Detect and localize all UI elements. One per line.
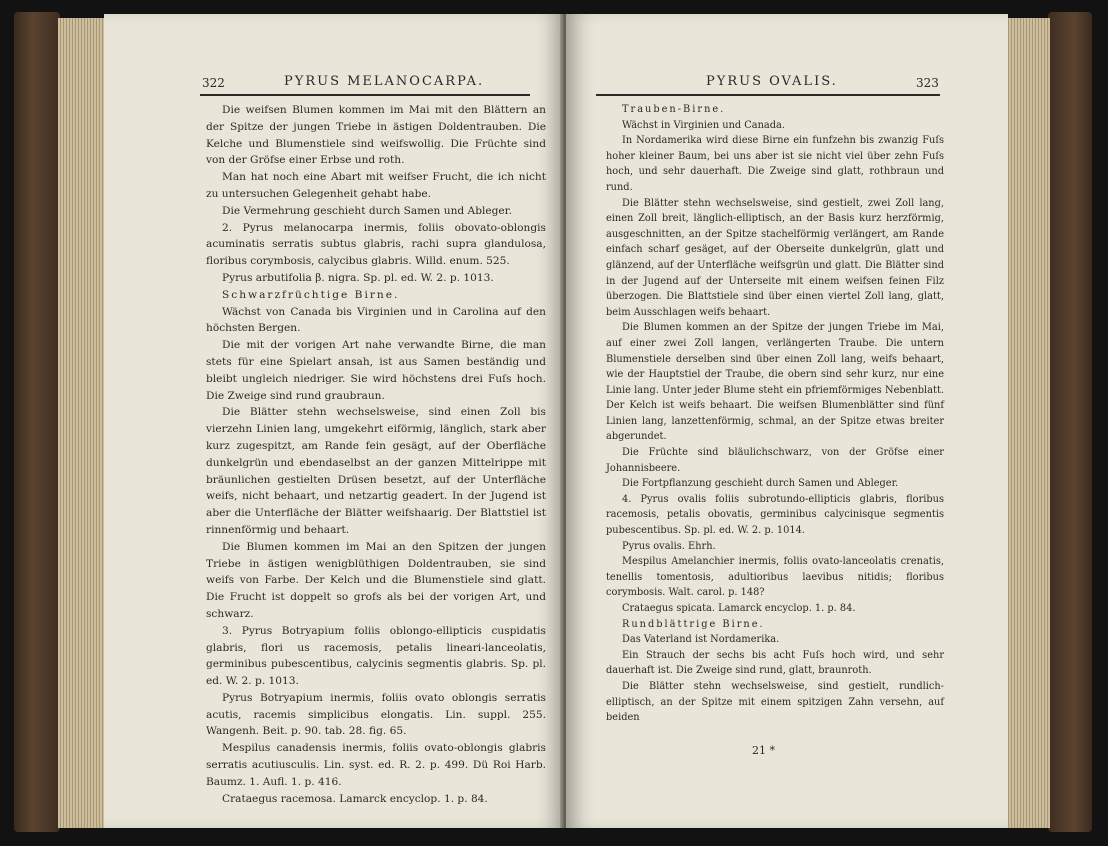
paragraph: Wächst in Virginien und Canada. (622, 119, 785, 131)
paragraph: Mespilus canadensis inermis, foliis ovato-oblongis glabris serratis acutiusculis. Lin. syst. ed. R. 2. p. 499. Dü Roi Harb. Baumz. 1. Aufl. 1. p. 416. (206, 742, 546, 788)
paragraph: 3. Pyrus Botryapium foliis oblongo-ellipticis cuspidatis glabris, flori us racemosis, petalis lineari-lanceolatis, germinibus pubescentibus, calycinis segmentis glabris. Sp. pl. ed. W. 2. p. 1013. (206, 624, 546, 688)
paragraph: Die Blätter stehn wechselsweise, sind gestielt, zwei Zoll lang, einen Zoll breit, länglich-elliptisch, an der Basis kurz herzförmig, ausgeschnitten, an der Spitze stachelförmig verlängert, am Rande einfach scharf gesäget, auf der Oberseite dunkelgrün, glatt und glänzend, auf der Unterfläche weifsgrün und glatt. Die Blätter sind in der Jugend auf der Unterseite mit einem weifsen feinen Filz überzogen. Die Blattstiele sind über einen viertel Zoll lang, glatt, beim Ausschlagen weifs behaart. (606, 197, 944, 318)
left-page-text (206, 102, 546, 807)
left-cover-board (14, 12, 60, 832)
paragraph: Rundblättrige Birne. (622, 618, 765, 630)
paragraph: Die mit der vorigen Art nahe verwandte Birne, die man stets für eine Spielart ansah, ist aus Samen beständig und bleibt ungleich niedriger. Sie wird höchstens drei Fuſs hoch. Die Zweige sind rund graubraun. (206, 339, 546, 402)
right-page (566, 14, 1008, 828)
right-page-number: 323 (916, 76, 939, 90)
paragraph: Die Blumen kommen an der Spitze der jungen Triebe im Mai, auf einer zwei Zoll langen, verlängerten Traube. Die untern Blumenstiele derselben sind über einen Zoll lang, weifs behaart, wie der Hauptstiel der Traube, die obern sind sehr kurz, nur eine Linie lang. Unter jeder Blume steht ein pfriemförmiges Nebenblatt. Der Kelch ist weifs behaart. Die weifsen Blumenblätter sind fünf Linien lang, lanzettenförmig, schmal, an der Spitze etwas breiter abgerundet. (606, 322, 944, 443)
right-page-edges (1006, 18, 1050, 828)
left-page-number: 322 (202, 76, 225, 90)
paragraph: Pyrus Botryapium inermis, foliis ovato oblongis serratis acutis, racemis simplicibus elongatis. Lin. suppl. 255. Wangenh. Beit. p. 90. tab. 28. fig. 65. (206, 691, 546, 738)
paragraph: Die Früchte sind bläulichschwarz, von der Gröfse einer Johannisbeere. (606, 447, 944, 474)
paragraph: Crataegus racemosa. Lamarck encyclop. 1. p. 84. (222, 792, 488, 805)
paragraph: Pyrus arbutifolia β. nigra. Sp. pl. ed. W. 2. p. 1013. (222, 271, 494, 284)
right-header-rule (596, 94, 940, 96)
paragraph: Die Vermehrung geschieht durch Samen und Ableger. (222, 204, 512, 217)
left-running-head: PYRUS MELANOCARPA. (284, 74, 485, 89)
paragraph: Crataegus spicata. Lamarck encyclop. 1. p. 84. (622, 603, 856, 614)
left-page (104, 14, 564, 828)
left-page-edges (58, 18, 108, 828)
paragraph: Mespilus Amelanchier inermis, foliis ovato-lanceolatis crenatis, tenellis tomentosis, adultioribus laevibus nitidis; floribus corymbosis. Walt. carol. p. 148? (606, 556, 944, 599)
paragraph: 2. Pyrus melanocarpa inermis, foliis obovato-oblongis acuminatis serratis subtus glabris, rachi supra glandulosa, floribus corymbosis, calycibus glabris. Willd. enum. 525. (206, 221, 546, 268)
paragraph: Die Blumen kommen im Mai an den Spitzen der jungen Triebe in ästigen wenigblüthigen Doldentrauben, sie sind weifs von Farbe. Der Kelch und die Blumenstiele sind glatt. Die Frucht ist doppelt so grofs als bei der vorigen Art, und schwarz. (206, 540, 546, 620)
paragraph: Man hat noch eine Abart mit weifser Frucht, die ich nicht zu untersuchen Gelegenheit gehabt habe. (206, 171, 546, 200)
paragraph: In Nordamerika wird diese Birne ein funfzehn bis zwanzig Fuſs hoher kleiner Baum, bei uns aber ist sie nicht viel über zehn Fuſs hoch, und sehr dauerhaft. Die Zweige sind glatt, rothbraun und rund. (606, 135, 944, 193)
paragraph: Die Blätter stehn wechselsweise, sind einen Zoll bis vierzehn Linien lang, umgekehrt eiförmig, länglich, stark aber kurz zugespitzt, am Rande fein gesägt, auf der Oberfläche dunkelgrün und ebendaselbst an der ganzen Mittelrippe mit bräunlichen gestielten Drüsen besetzt, auf der Unterfläche weifs, nicht behaart, und netzartig geadert. In der Jugend ist aber die Unterfläche der Blätter weifshaarig. Der Blattstiel ist rinnenförmig und behaart. (206, 406, 546, 536)
paragraph: Die weifsen Blumen kommen im Mai mit den Blättern an der Spitze der jungen Triebe in ästigen Doldentrauben. Die Kelche und Blumenstiele sind weifswollig. Die Früchte sind von der Gröfse einer Erbse und roth. (206, 104, 546, 167)
paragraph: Die Fortpflanzung geschieht durch Samen und Ableger. (622, 478, 899, 490)
paragraph: Trauben-Birne. (622, 104, 726, 115)
right-page-text (606, 102, 944, 726)
left-header-rule (200, 94, 530, 96)
right-running-head: PYRUS OVALIS. (706, 74, 838, 89)
right-cover-board (1048, 12, 1092, 832)
paragraph: Wächst von Canada bis Virginien und in Carolina auf den höchsten Bergen. (206, 305, 546, 335)
signature-mark: 21 * (752, 744, 775, 757)
paragraph: Pyrus ovalis. Ehrh. (622, 540, 716, 552)
paragraph: Ein Strauch der sechs bis acht Fuſs hoch wird, und sehr dauerhaft ist. Die Zweige sind rund, glatt, braunroth. (606, 649, 944, 677)
paragraph: Schwarzfrüchtige Birne. (222, 288, 400, 301)
paragraph: Die Blätter stehn wechselsweise, sind gestielt, rundlich-elliptisch, an der Spitze mit einem spitzigen Zahn versehn, auf beiden (606, 680, 944, 724)
paragraph: Das Vaterland ist Nordamerika. (622, 634, 780, 646)
paragraph: 4. Pyrus ovalis foliis subrotundo-ellipticis glabris, floribus racemosis, petalis obovatis, germinibus calycinisque segmentis pubescentibus. Sp. pl. ed. W. 2. p. 1014. (606, 493, 944, 537)
